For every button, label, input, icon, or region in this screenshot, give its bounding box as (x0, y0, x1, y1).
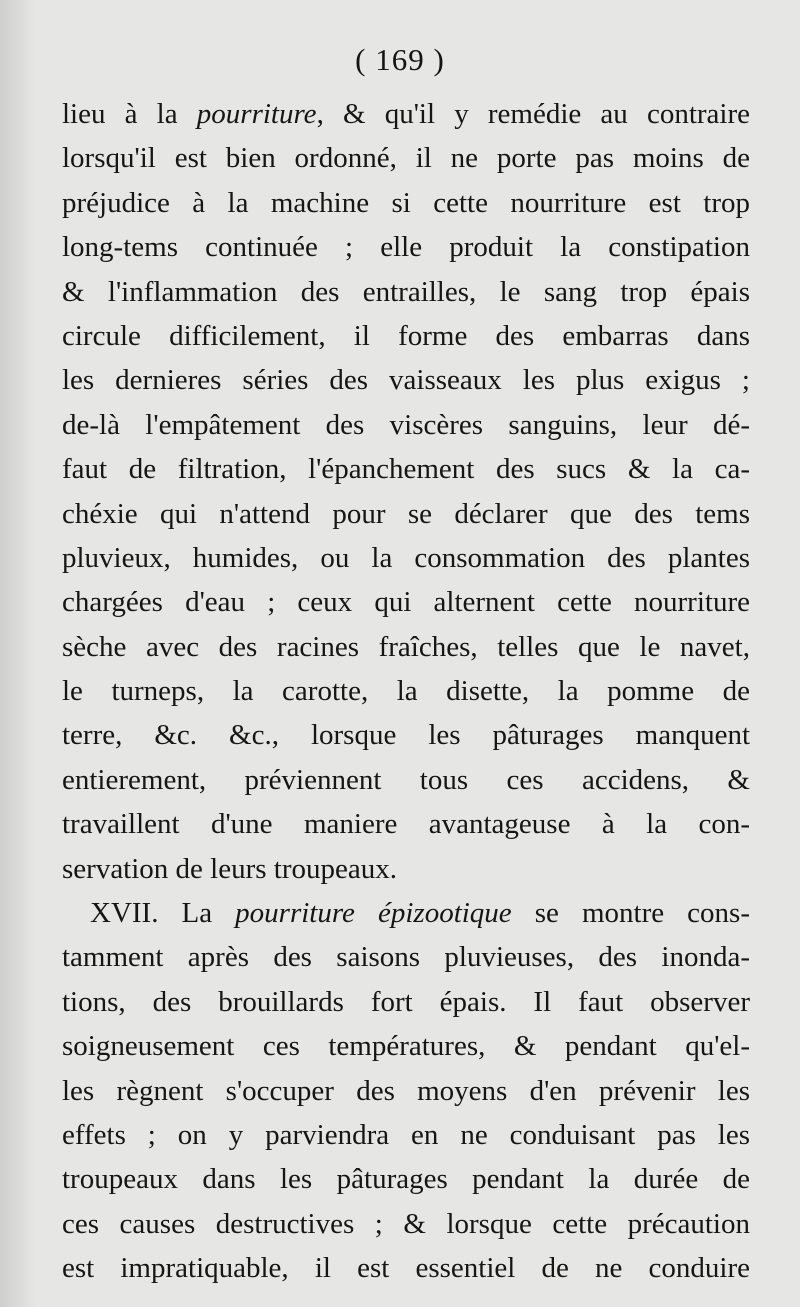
text-segment: entierement, préviennent tous ces accidens, & (62, 763, 750, 796)
text-line (62, 358, 750, 402)
text-segment: circule difficilement, il forme des embarras dans (62, 319, 750, 352)
text-line (62, 492, 750, 536)
text-segment: se montre cons- (511, 897, 750, 930)
text-segment: servation de leurs troupeaux. (62, 852, 398, 885)
text-segment: ces causes destructives ; & lorsque cette précaution (62, 1207, 750, 1240)
text-line (62, 1113, 750, 1157)
text-line (62, 625, 750, 669)
text-segment: lieu à la (62, 98, 197, 130)
text-line (62, 136, 750, 180)
text-segment: travaillent d'une maniere avantageuse à la con- (62, 808, 750, 841)
text-segment: troupeaux dans les pâturages pendant la durée de (62, 1163, 750, 1196)
text-segment: les règnent s'occuper des moyens d'en prévenir les (62, 1074, 750, 1107)
text-segment: soigneusement ces températures, & pendant qu'el- (62, 1030, 750, 1063)
text-segment: tions, des brouillards fort épais. Il faut observer (62, 985, 750, 1018)
italic-term: pourriture épizootique (235, 897, 512, 930)
text-segment: le turneps, la carotte, la disette, la pomme de (62, 675, 750, 708)
text-line (62, 92, 750, 136)
text-line (62, 980, 750, 1024)
text-line (62, 1246, 750, 1290)
text-segment: effets ; on y parviendra en ne conduisant pas les (62, 1118, 750, 1151)
text-segment: pluvieux, humides, ou la consommation des plantes (62, 541, 750, 574)
text-segment: , & qu'il y remédie au contraire (316, 98, 750, 130)
text-line (62, 225, 750, 269)
page-gutter-shadow (0, 0, 36, 1307)
text-line (62, 447, 750, 491)
text-line (62, 181, 750, 225)
text-line (62, 1157, 750, 1201)
text-segment: les dernieres séries des vaisseaux les plus exigus ; (62, 364, 750, 397)
text-segment: faut de filtration, l'épanchement des sucs & la ca- (62, 453, 750, 486)
text-segment: XVII. La (90, 897, 236, 930)
text-segment: tamment après des saisons pluvieuses, des inonda- (62, 941, 750, 974)
page-number: ( 169 ) (355, 42, 445, 77)
body-text (62, 92, 750, 1291)
text-line (62, 536, 750, 580)
text-segment: préjudice à la machine si cette nourriture est trop (62, 186, 750, 219)
text-segment: & l'inflammation des entrailles, le sang trop épais (62, 275, 750, 308)
text-segment: est impratiquable, il est essentiel de ne conduire (62, 1252, 750, 1285)
text-line (62, 802, 750, 846)
text-segment: chargées d'eau ; ceux qui alternent cette nourriture (62, 586, 750, 619)
text-line (62, 1069, 750, 1113)
text-segment: long-tems continuée ; elle produit la constipation (62, 231, 750, 264)
text-line (62, 270, 750, 314)
text-line (62, 1024, 750, 1068)
text-line (62, 669, 750, 713)
text-line (62, 314, 750, 358)
text-segment: lorsqu'il est bien ordonné, il ne porte pas moins de (62, 142, 750, 175)
text-line (62, 1202, 750, 1246)
text-line (62, 713, 750, 757)
text-segment: chéxie qui n'attend pour se déclarer que des tems (62, 497, 750, 530)
text-line (62, 891, 750, 935)
italic-term: pourriture (196, 98, 317, 130)
text-line (62, 758, 750, 802)
text-segment: sèche avec des racines fraîches, telles que le navet, (62, 630, 750, 663)
text-line (62, 935, 750, 979)
text-segment: terre, &c. &c., lorsque les pâturages manquent (62, 719, 750, 752)
text-line (62, 580, 750, 624)
text-segment: de-là l'empâtement des viscères sanguins, leur dé- (62, 408, 750, 441)
text-line (62, 403, 750, 447)
text-line (62, 847, 750, 891)
